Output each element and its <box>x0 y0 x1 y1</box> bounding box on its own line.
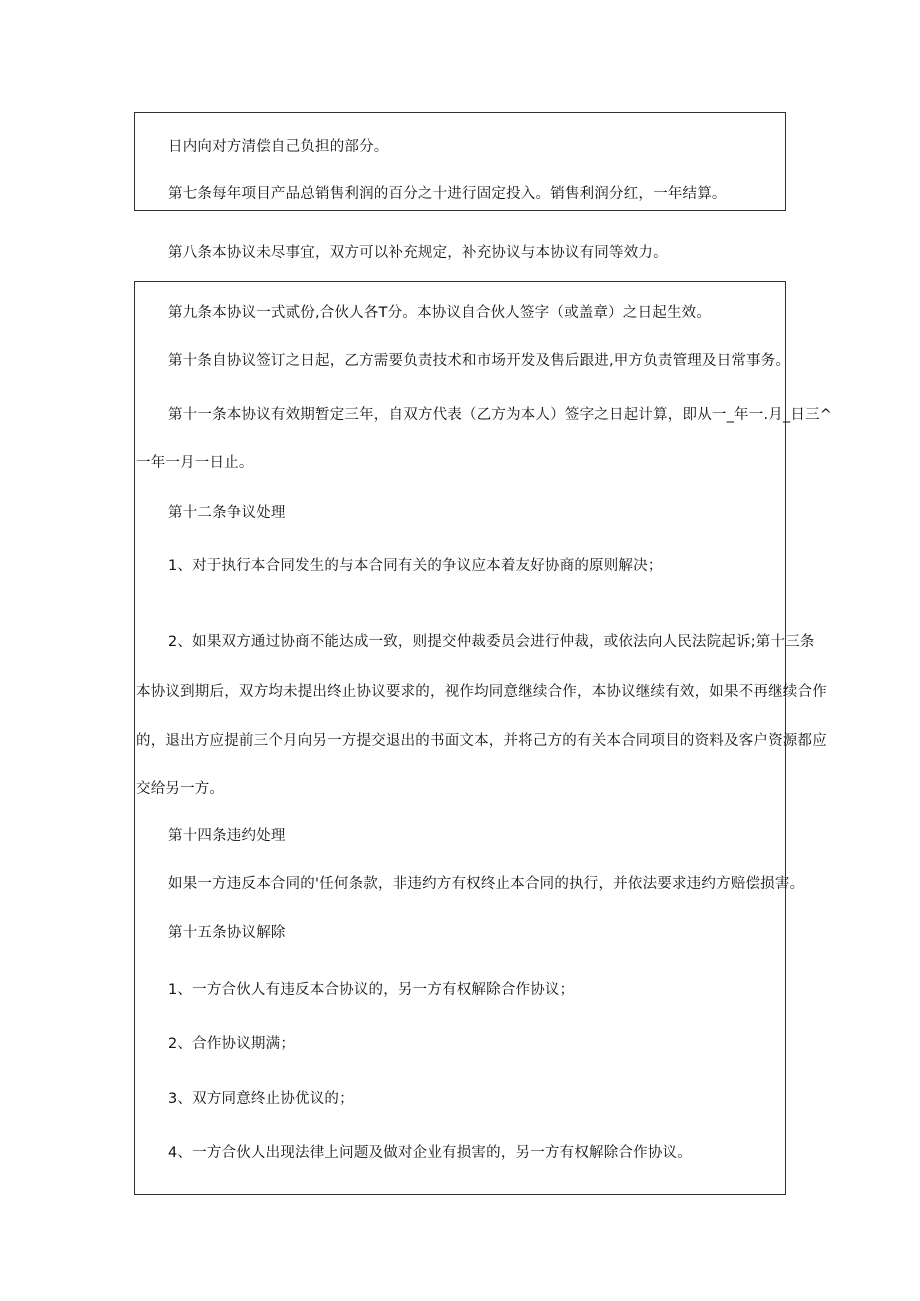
article-12-item-2-line-1: 2、如果双方通过协商不能达成一致，则提交仲裁委员会进行仲裁，或依法向人民法院起诉;第十三条 <box>168 634 815 650</box>
article-12-item-2-line-4: 交给另一方。 <box>136 781 225 797</box>
article-15-item-1: 1、一方合伙人有违反本合协议的，另一方有权解除合作协议； <box>168 982 575 998</box>
article-14-title: 第十四条违约处理 <box>168 828 286 844</box>
article-10: 第十条自协议签订之日起，乙方需要负责技术和市场开发及售后跟进,甲方负责管理及日常事务。 <box>168 353 791 369</box>
article-14-body: 如果一方违反本合同的'任何条款，非违约方有权终止本合同的执行，并依法要求违约方赔偿损害。 <box>168 876 805 892</box>
article-11-line-1: 第十一条本协议有效期暂定三年，自双方代表（乙方为本人）签字之日起计算，即从一_年一.月_日三^ <box>168 407 833 423</box>
article-15-item-2: 2、合作协议期满； <box>168 1036 296 1052</box>
article-9: 第九条本协议一式贰份,合伙人各T分。本协议自合伙人签字（或盖章）之日起生效。 <box>168 305 712 321</box>
article-8: 第八条本协议未尽事宜，双方可以补充规定，补充协议与本协议有同等效力。 <box>168 245 668 261</box>
article-15-title: 第十五条协议解除 <box>168 925 286 941</box>
article-12-item-2-line-2: 本协议到期后，双方均未提出终止协议要求的，视作均同意继续合作，本协议继续有效，如果不再继续合作 <box>136 684 827 700</box>
article-15-item-3: 3、双方同意终止协优议的； <box>168 1091 354 1107</box>
article-7: 第七条每年项目产品总销售利润的百分之十进行固定投入。销售利润分红，一年结算。 <box>168 186 727 202</box>
article-12-title: 第十二条争议处理 <box>168 505 286 521</box>
article-12-item-1: 1、对于执行本合同发生的与本合同有关的争议应本着友好协商的原则解决； <box>168 558 663 574</box>
article-15-item-4: 4、一方合伙人出现法律上问题及做对企业有损害的，另一方有权解除合作协议。 <box>168 1145 692 1161</box>
article-11-line-2: 一年一月一日止。 <box>136 455 254 471</box>
paragraph-compensation: 日内向对方清偿自己负担的部分。 <box>168 139 389 155</box>
article-12-item-2-line-3: 的，退出方应提前三个月向另一方提交退出的书面文本，并将己方的有关本合同项目的资料及客户资源都应 <box>136 733 827 749</box>
